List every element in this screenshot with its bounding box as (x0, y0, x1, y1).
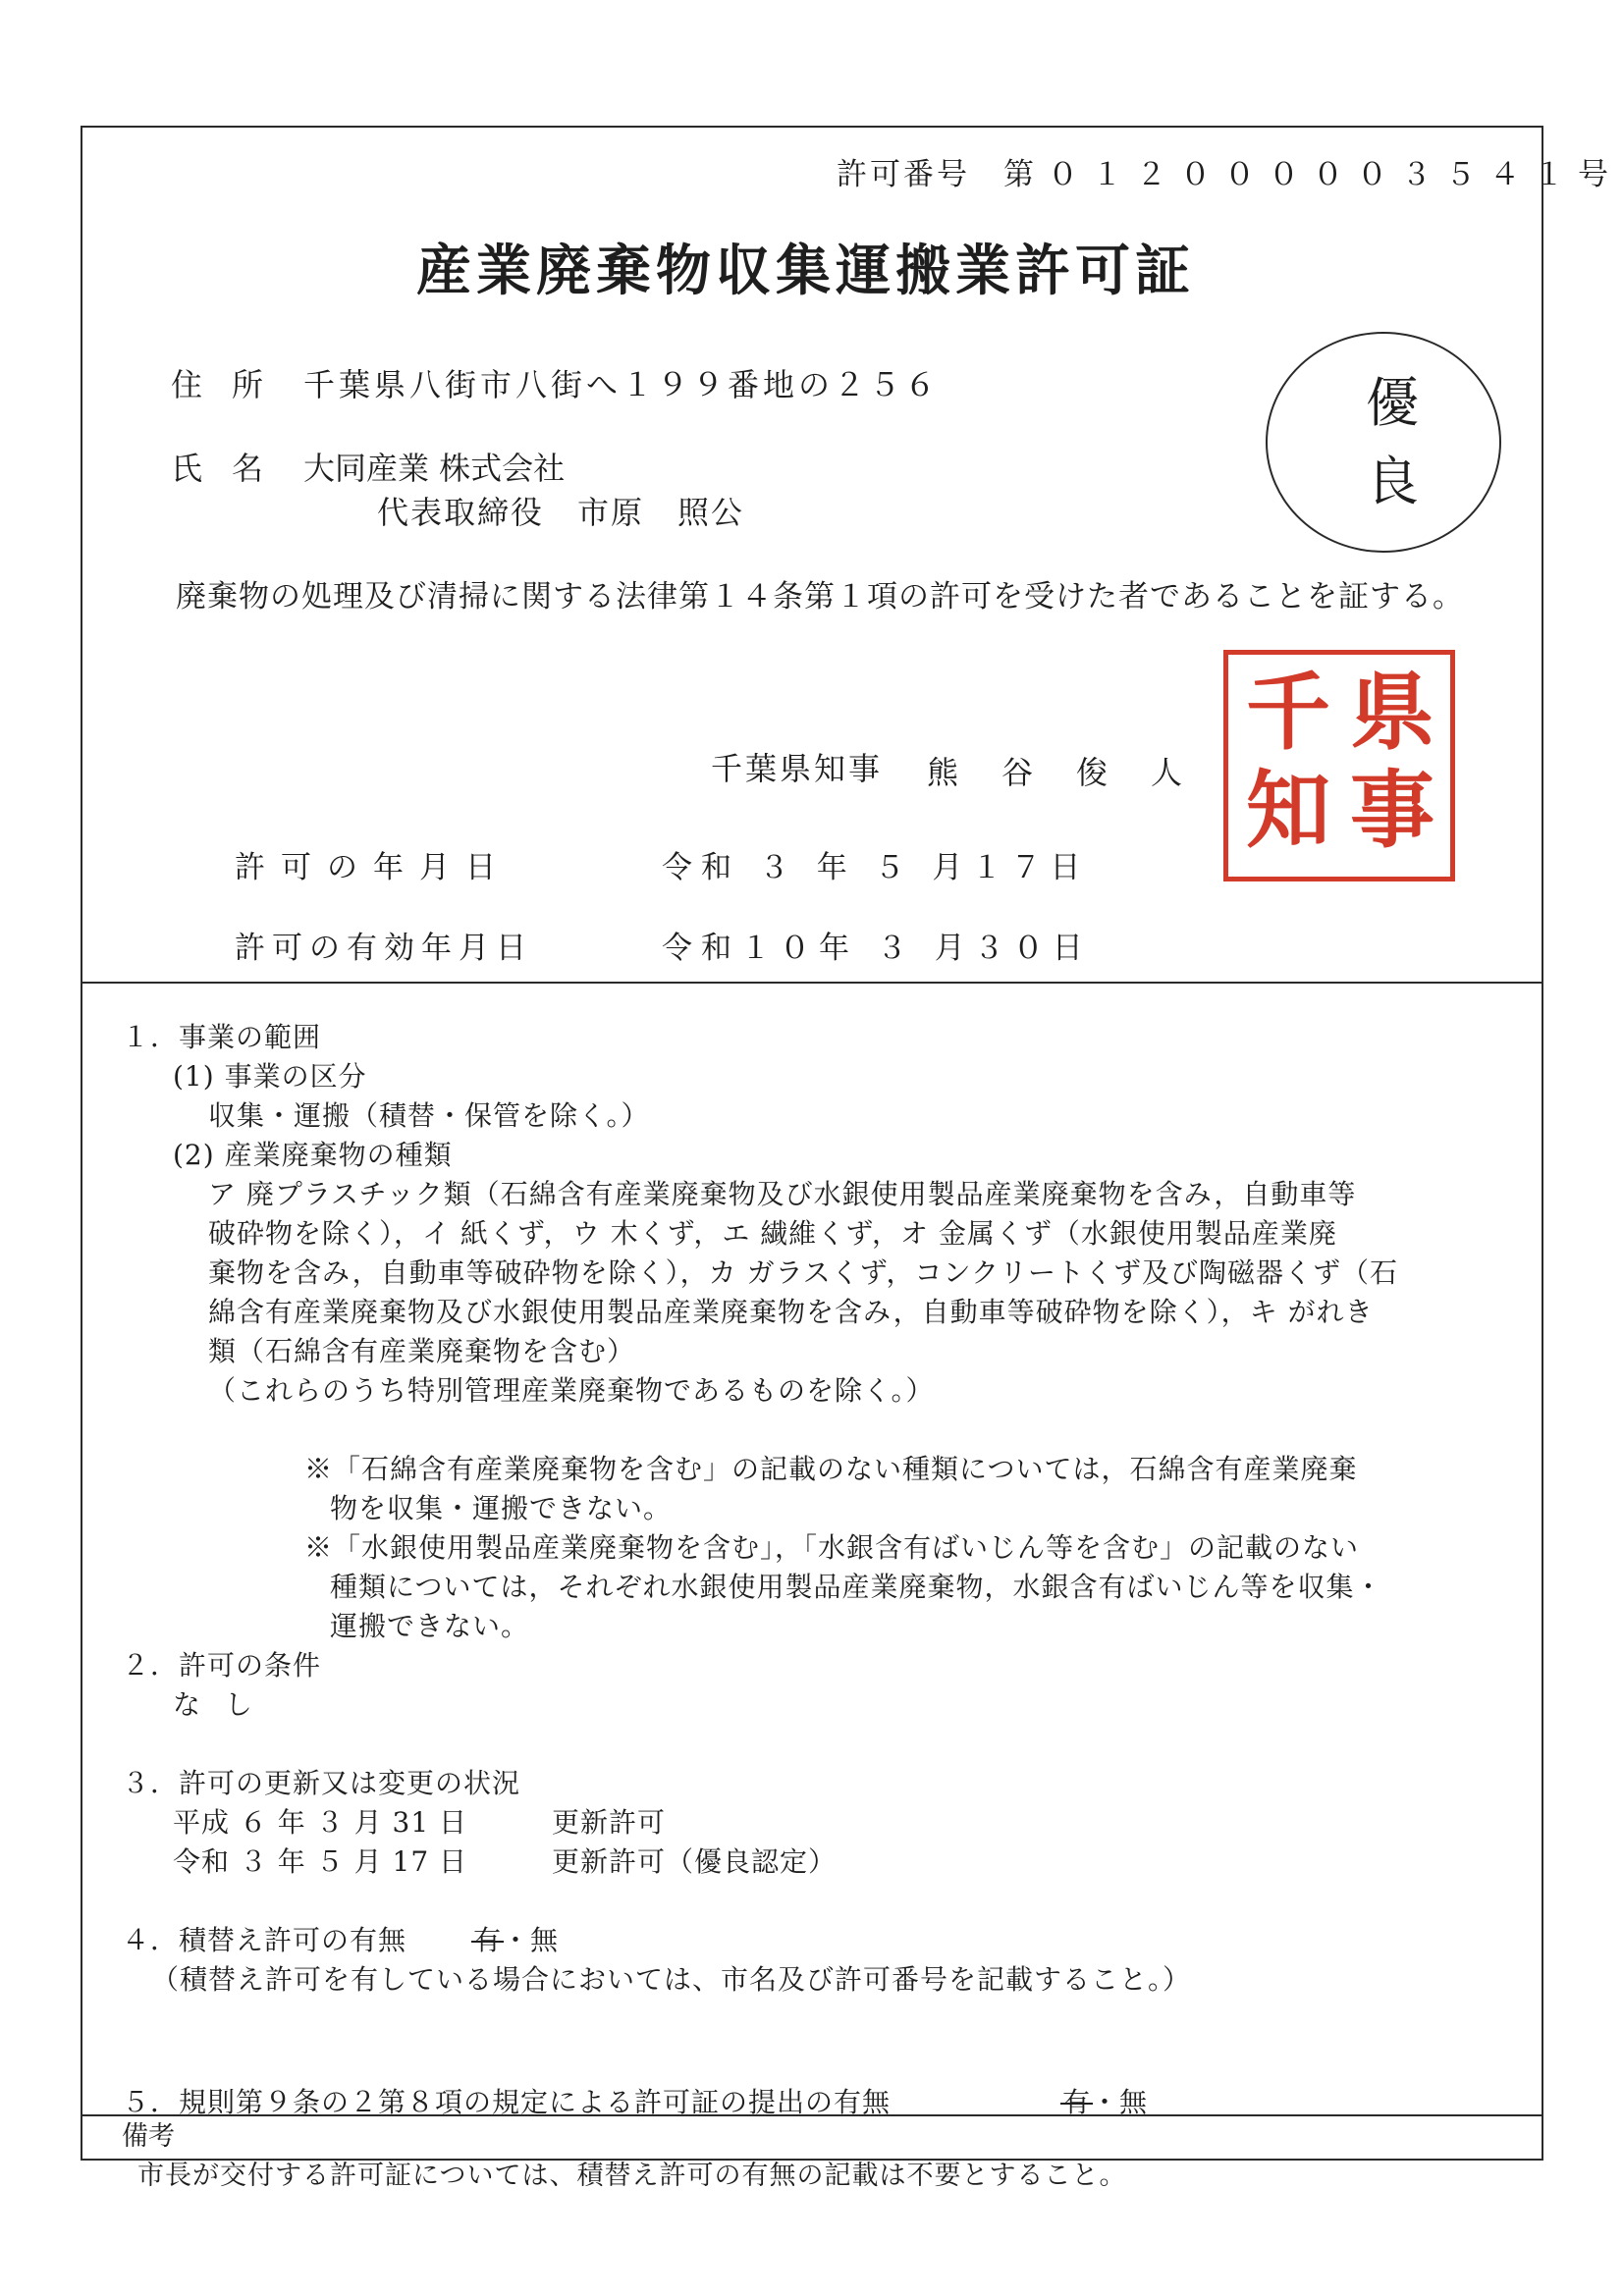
section-1-heading: １．事業の範囲 (122, 1021, 322, 1053)
stamp-char: 事 (1350, 761, 1434, 860)
option-separator: ・ (1091, 2086, 1120, 2118)
asbestos-note-line: ※「石綿含有産業廃棄物を含む」の記載のない種類については，石綿含有産業廃棄 (304, 1453, 1358, 1485)
waste-types-line: 類（石綿含有産業廃棄物を含む） (208, 1335, 636, 1367)
governor-title: 千葉県知事 (711, 750, 884, 787)
business-category-heading: (1) 事業の区分 (173, 1060, 367, 1093)
governor-name: 熊谷俊人 (927, 754, 1226, 791)
section-3-heading: ３．許可の更新又は変更の状況 (122, 1767, 521, 1799)
section-5-heading: ５．規則第９条の２第８項の規定による許可証の提出の有無 (122, 2086, 892, 2118)
seal-char: 優 (1366, 372, 1419, 434)
option-no: 無 (1119, 2086, 1149, 2118)
certificate-frame (81, 126, 1622, 2191)
option-yes-struck: 有 (1062, 2086, 1092, 2118)
certification-statement: 廃棄物の処理及び清掃に関する法律第１４条第１項の許可を受けた者であることを証する。 (176, 579, 1464, 614)
renewal-status: 更新許可（優良認定） (552, 1845, 838, 1878)
remarks-divider (82, 2114, 1542, 2116)
business-category-text: 収集・運搬（積替・保管を除く。） (208, 1099, 650, 1132)
mercury-note-line: 種類については，それぞれ水銀使用製品産業廃棄物，水銀含有ばいじん等を収集・ (330, 1571, 1383, 1603)
renewal-status: 更新許可 (552, 1806, 667, 1839)
transshipment-note: （積替え許可を有している場合においては、市名及び許可番号を記載すること。） (151, 1963, 1192, 1996)
waste-types-line: 綿含有産業廃棄物及び水銀使用製品産業廃棄物を含み，自動車等破砕物を除く），キ がれき (208, 1296, 1374, 1328)
transshipment-options (473, 1919, 559, 1958)
valid-until-date: 令和１０年 ３ 月３０日 (662, 931, 1092, 966)
remarks-text: 市長が交付する許可証については、積替え許可の有無の記載は不要とすること。 (137, 2161, 1127, 2191)
option-no: 無 (530, 1924, 560, 1956)
excellent-rating-seal (1266, 332, 1501, 553)
asbestos-note-line: 物を収集・運搬できない。 (330, 1492, 673, 1524)
permit-number: 第０１２０００００３５４１号 (1003, 157, 1622, 192)
permit-date-label: 許可の年月日 (235, 850, 512, 885)
company-name: 大同産業 株式会社 (303, 450, 566, 487)
governor-official-stamp (1223, 650, 1455, 881)
section-divider (82, 982, 1542, 984)
waste-types-line: ア 廃プラスチック類（石綿含有産業廃棄物及び水銀使用製品産業廃棄物を含み，自動車等 (208, 1178, 1357, 1210)
name-label: 氏名 (171, 450, 294, 487)
certificate-title: 産業廃棄物収集運搬業許可証 (416, 239, 1195, 303)
option-separator: ・ (502, 1924, 531, 1956)
mercury-note-line: ※「水銀使用製品産業廃棄物を含む」，「水銀含有ばいじん等を含む」の記載のない (304, 1531, 1360, 1564)
remarks-heading: 備考 (122, 2121, 175, 2152)
waste-types-heading: (2) 産業廃棄物の種類 (173, 1139, 453, 1171)
stamp-char: 知 (1246, 761, 1330, 860)
address-label: 住所 (171, 366, 294, 403)
permit-number-label: 許可番号 (837, 157, 970, 192)
representative-name: 代表取締役 市原 照公 (377, 494, 745, 531)
permit-number-line (837, 149, 1622, 193)
stamp-char: 千 (1246, 663, 1330, 762)
exclusion-note: （これらのうち特別管理産業廃棄物であるものを除く。） (208, 1374, 935, 1407)
section-2-heading: ２．許可の条件 (122, 1649, 322, 1682)
address-value: 千葉県八街市八街へ１９９番地の２５６ (303, 366, 941, 403)
option-yes-struck: 有 (473, 1924, 503, 1956)
permit-conditions-value: な し (173, 1688, 260, 1721)
renewal-date: 平成 ６ 年 ３ 月 31 日 (173, 1806, 468, 1839)
waste-types-line: 破砕物を除く），イ 紙くず，ウ 木くず，エ 繊維くず，オ 金属くず（水銀使用製品産業廃 (208, 1217, 1337, 1250)
permit-date: 令和 ３ 年 ５ 月１７日 (662, 850, 1090, 885)
section-4-heading: ４．積替え許可の有無 (122, 1924, 407, 1956)
stamp-char: 県 (1350, 663, 1434, 762)
valid-until-label: 許可の有効年月日 (235, 931, 533, 966)
mercury-note-line: 運搬できない。 (330, 1610, 530, 1642)
waste-types-line: 棄物を含み，自動車等破砕物を除く），カ ガラスくず，コンクリートくず及び陶磁器くず（石 (208, 1256, 1398, 1289)
seal-char: 良 (1366, 451, 1419, 512)
renewal-date: 令和 ３ 年 ５ 月 17 日 (173, 1845, 468, 1878)
